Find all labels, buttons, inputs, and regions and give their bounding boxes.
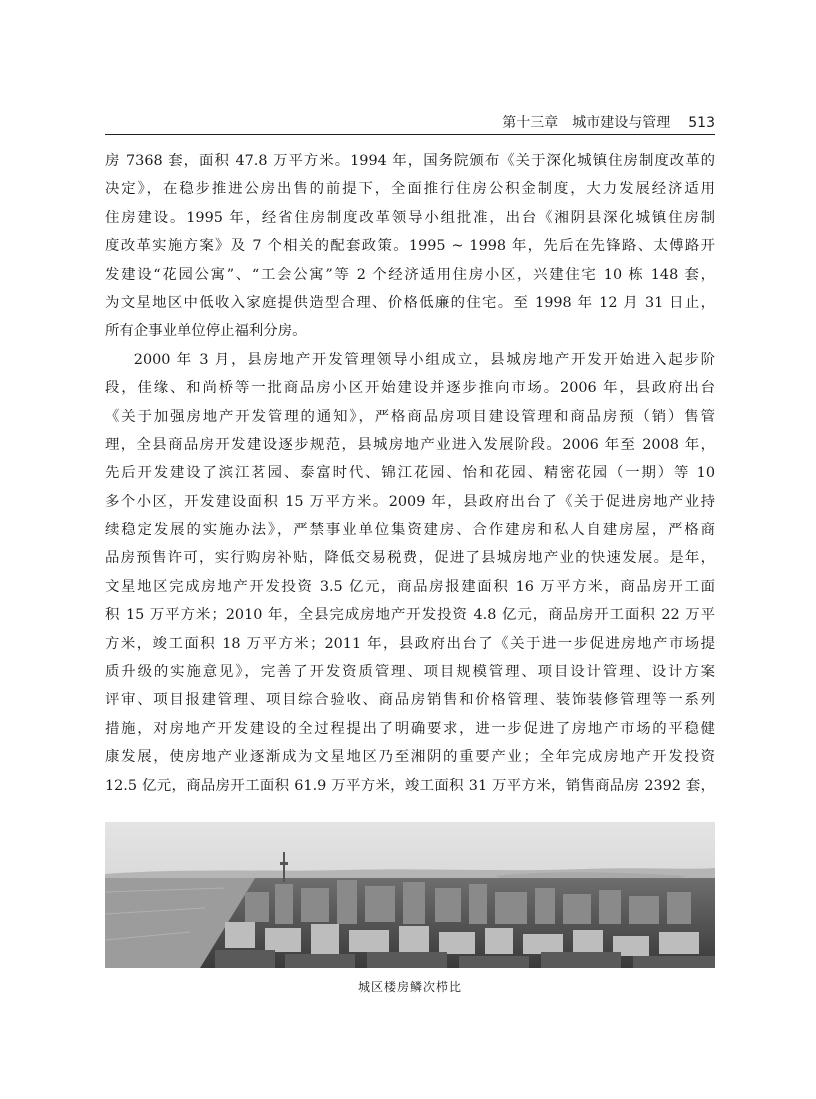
- text-line: 《关于加强房地产开发管理的通知》，严格商品房项目建设管理和商品房预（销）售管: [105, 408, 715, 425]
- city-panorama-photo: [105, 822, 715, 968]
- text-line: 先后开发建设了滨江茗园、泰富时代、锦江花园、怡和花园、精密花园（一期）等 10: [105, 465, 715, 482]
- text-line: 为文星地区中低收入家庭提供造型合理、价格低廉的住宅。至 1998 年 12 月 31 日止，: [105, 294, 715, 311]
- text-line: 评审、项目报建管理、项目综合验收、商品房销售和价格管理、装饰装修管理等一系列: [105, 692, 715, 709]
- paragraph-1: [105, 147, 715, 346]
- chapter-title: 第十三章 城市建设与管理: [502, 115, 671, 131]
- text-line: 文星地区完成房地产开发投资 3.5 亿元，商品房报建面积 16 万平方米，商品房开工面: [105, 578, 715, 595]
- text-line: 发建设“花园公寓”、“工会公寓”等 2 个经济适用住房小区，兴建住宅 10 栋 148 套，: [105, 266, 715, 283]
- text-line: 12.5 亿元，商品房开工面积 61.9 万平方米，竣工面积 31 万平方米，销售商品房 2392 套，: [105, 777, 715, 794]
- text-line: 住房建设。1995 年，经省住房制度改革领导小组批准，出台《湘阴县深化城镇住房制: [105, 209, 715, 226]
- body-text: [105, 147, 715, 800]
- text-line: 积 15 万平方米；2010 年，全县完成房地产开发投资 4.8 亿元，商品房开工面积 22 万平: [105, 607, 715, 624]
- text-line: 康发展，使房地产业逐渐成为文星地区乃至湘阴的重要产业；全年完成房地产开发投资: [105, 749, 715, 766]
- figure-caption: 城区楼房鳞次栉比: [357, 980, 462, 994]
- text-line: 房 7368 套，面积 47.8 万平方米。1994 年，国务院颁布《关于深化城镇住房制度改革的: [105, 153, 715, 169]
- text-line: 决定》，在稳步推进公房出售的前提下，全面推行住房公积金制度，大力发展经济适用: [105, 181, 715, 198]
- paragraph-2: [105, 346, 715, 800]
- text-line: 质升级的实施意见》，完善了开发资质管理、项目规模管理、项目设计管理、设计方案: [105, 664, 715, 681]
- page-number: 513: [688, 115, 715, 131]
- text-line: 品房预售许可，实行购房补贴，降低交易税费，促进了县城房地产业的快速发展。是年，: [105, 550, 715, 567]
- running-header: [105, 113, 715, 133]
- text-line: 方米，竣工面积 18 万平方米；2011 年，县政府出台了《关于进一步促进房地产市场提: [105, 635, 715, 652]
- text-line: 理，全县商品房开发建设逐步规范，县城房地产业进入发展阶段。2006 年至 2008 年，: [105, 436, 715, 453]
- text-line: 段，佳缘、和尚桥等一批商品房小区开始建设并逐步推向市场。2006 年，县政府出台: [105, 380, 715, 397]
- text-line: 所有企事业单位停止福利分房。: [105, 323, 307, 340]
- text-line: 多个小区，开发建设面积 15 万平方米。2009 年，县政府出台了《关于促进房地产业持: [105, 493, 715, 510]
- text-line: 措施，对房地产开发建设的全过程提出了明确要求，进一步促进了房地产市场的平稳健: [105, 720, 715, 737]
- text-line: 2000 年 3 月，县房地产开发管理领导小组成立，县城房地产开发开始进入起步阶: [133, 351, 715, 368]
- text-line: 续稳定发展的实施办法》，严禁事业单位集资建房、合作建房和私人自建房屋，严格商: [105, 522, 715, 539]
- header-rule: [105, 134, 715, 135]
- text-line: 度改革实施方案》及 7 个相关的配套政策。1995 ~ 1998 年，先后在先锋路、太傅路开: [105, 238, 715, 255]
